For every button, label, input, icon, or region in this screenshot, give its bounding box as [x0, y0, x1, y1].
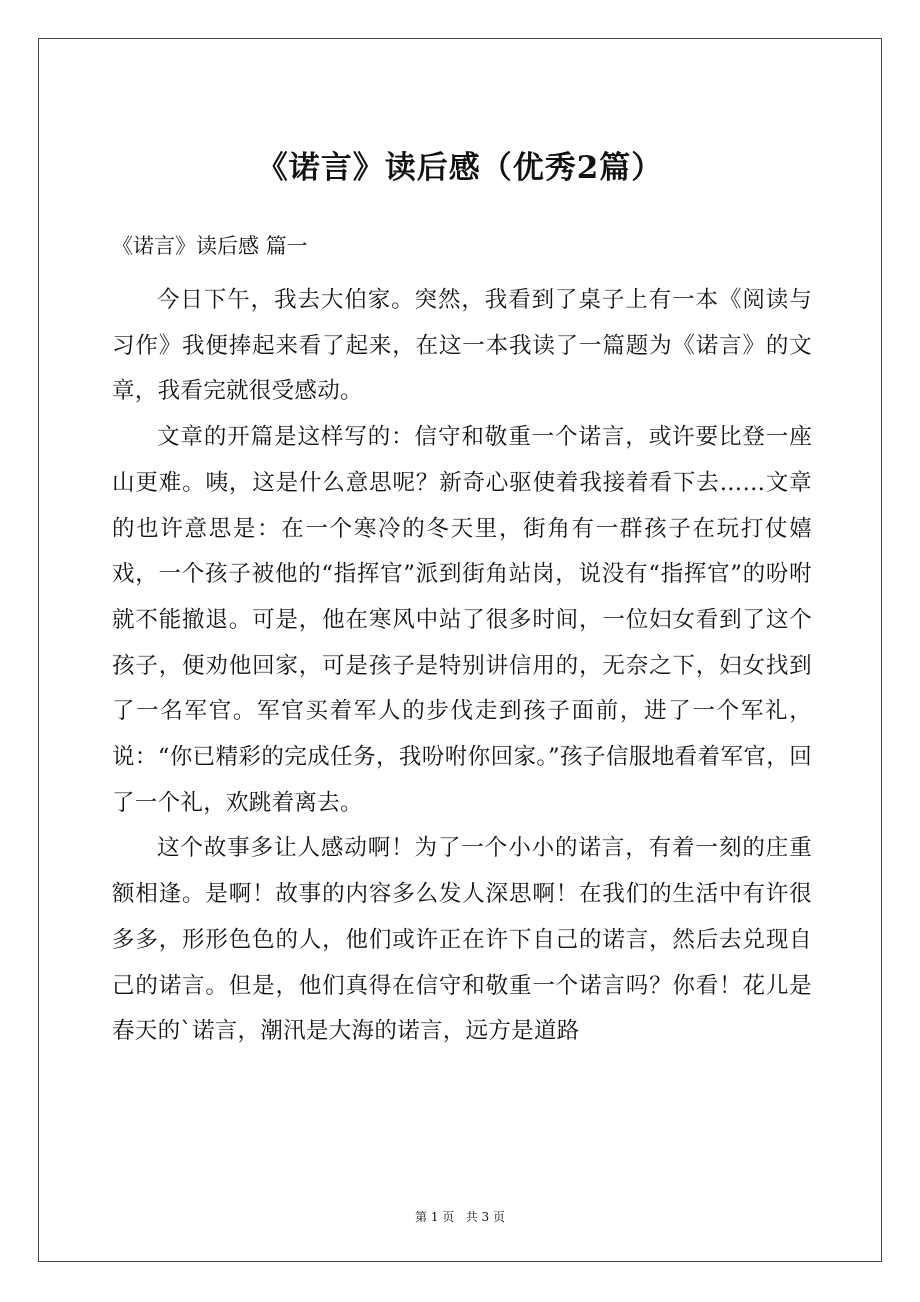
article-body [112, 278, 812, 1055]
paragraph-2: 文章的开篇是这样写的：信守和敬重一个诺言，或许要比登一座山更难。咦，这是什么意思呢？新奇心驱使着我接着看下去……文章的也许意思是：在一个寒冷的冬天里，街角有一群孩子在玩打仗嬉戏，一个孩子被他的“指挥官”派到街角站岗，说没有“指挥官”的吩咐就不能撤退。可是，他在寒风中站了很多时间，一位妇女看到了这个孩子，便劝他回家，可是孩子是特别讲信用的，无奈之下，妇女找到了一名军官。军官买着军人的步伐走到孩子面前，进了一个军礼，说：“你已精彩的完成任务，我吩咐你回家。”孩子信服地看着军官，回了一个礼，欢跳着离去。 [112, 424, 812, 816]
page-number: 第 1 页 [415, 1210, 455, 1224]
page-total: 共 3 页 [465, 1210, 505, 1224]
paragraph-1: 今日下午，我去大伯家。突然，我看到了桌子上有一本《阅读与习作》我便捧起来看了起来，在这一本我读了一篇题为《诺言》的文章，我看完就很受感动。 [112, 287, 812, 405]
page-footer [0, 1208, 920, 1225]
section-heading: 《诺言》读后感 篇一 [112, 234, 308, 258]
document-title: 《诺言》读后感（优秀2篇） [256, 150, 664, 186]
paragraph-3: 这个故事多让人感动啊！为了一个小小的诺言，有着一刻的庄重额相逢。是啊！故事的内容多么发人深思啊！在我们的生活中有许很多多，形形色色的人，他们或许正在许下自己的诺言，然后去兑现自己的诺言。但是，他们真得在信守和敬重一个诺言吗？你看！花儿是春天的`诺言，潮汛是大海的诺言，远方是道路 [112, 835, 812, 1045]
